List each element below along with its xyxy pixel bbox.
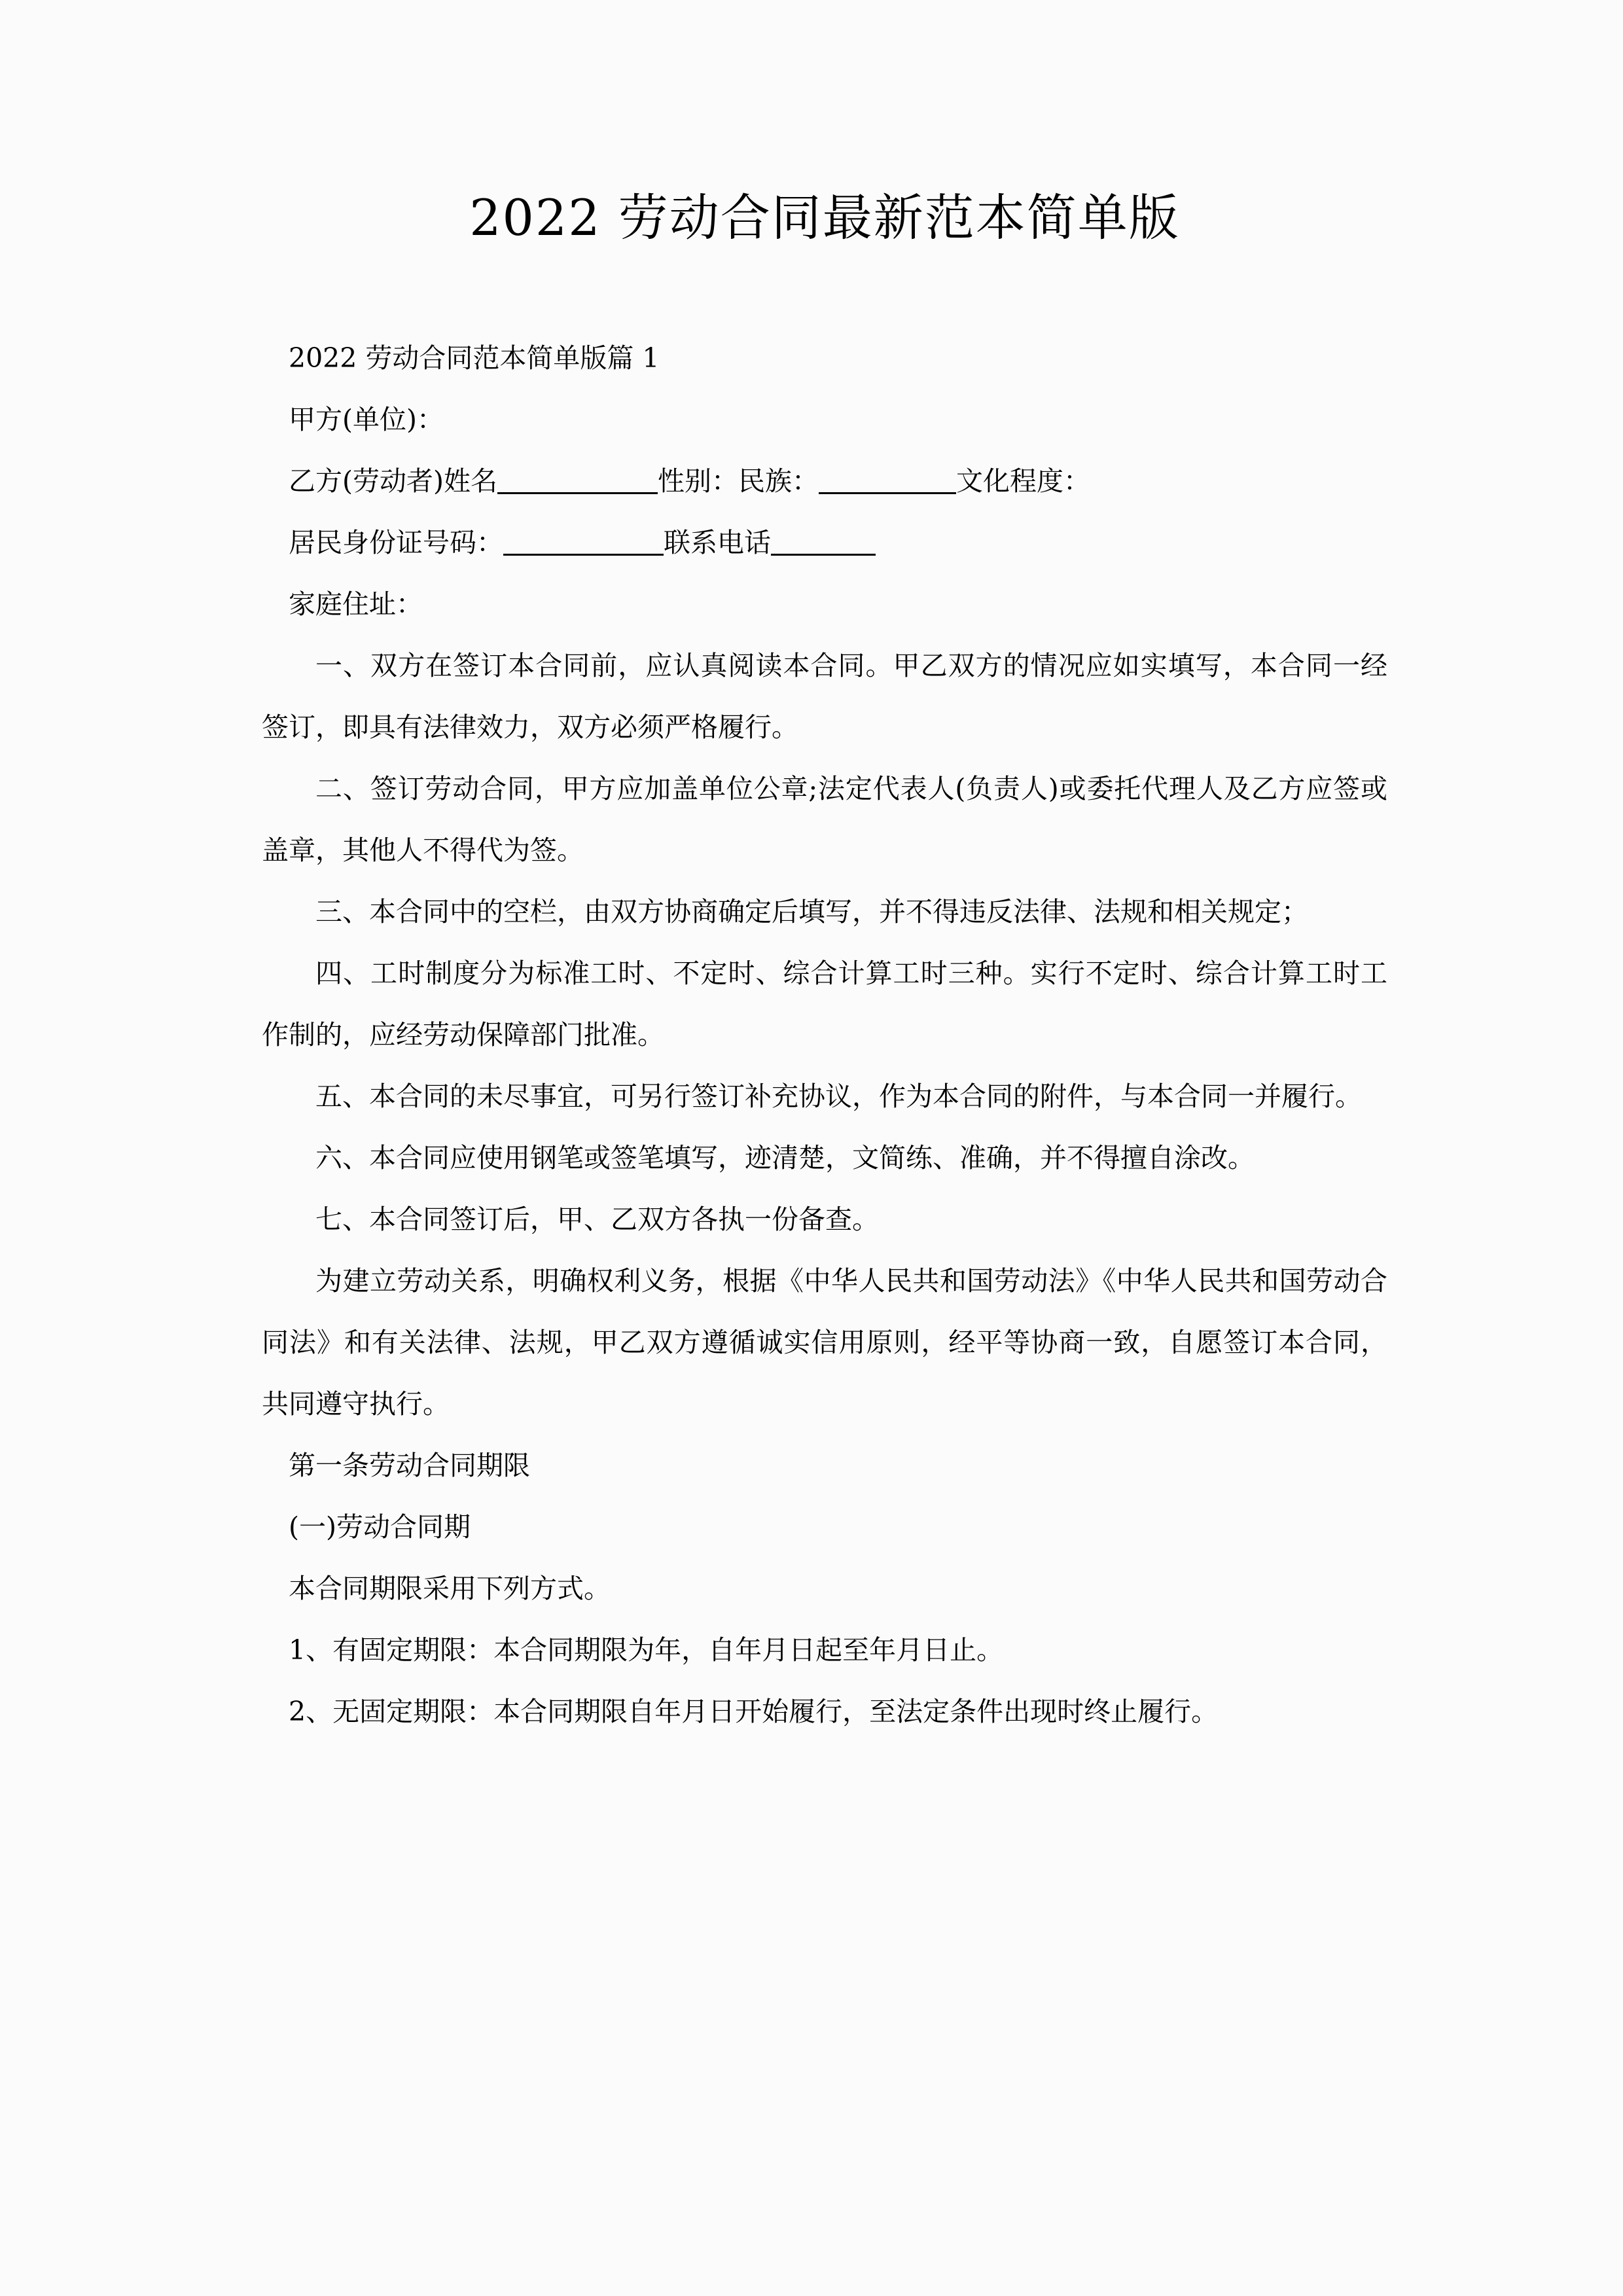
note-item-5: 五、本合同的未尽事宜，可另行签订补充协议，作为本合同的附件，与本合同一并履行。: [315, 1081, 1362, 1112]
note-item-4: 四、工时制度分为标准工时、不定时、综合计算工时三种。实行不定时、综合计算工时工作制的，应经劳动保障部门批准。: [262, 958, 1387, 1050]
party-b-line: [262, 450, 1387, 512]
article-one-item-1: 1、有固定期限：本合同期限为年，自年月日起至年月日止。: [289, 1634, 1004, 1666]
note-item-7: 七、本合同签订后，甲、乙双方各执一份备查。: [315, 1204, 879, 1235]
party-b-ethnicity-label: 民族：: [738, 465, 819, 497]
document-body: [262, 327, 1387, 1742]
party-a-label: 甲方(单位)：: [289, 404, 444, 435]
note-item-1: 一、双方在签订本合同前，应认真阅读本合同。甲乙双方的情况应如实填写，本合同一经签订，即具有法律效力，双方必须严格履行。: [262, 650, 1387, 743]
party-b-ethnicity-blank[interactable]: [819, 492, 956, 494]
party-b-education-label: 文化程度：: [956, 465, 1090, 497]
party-b-name-label: 乙方(劳动者)姓名: [289, 465, 497, 497]
note-item-6: 六、本合同应使用钢笔或签笔填写，迹清楚，文简练、准确，并不得擅自涂改。: [315, 1142, 1255, 1174]
note-item-2: 二、签订劳动合同，甲方应加盖单位公章;法定代表人(负责人)或委托代理人及乙方应签或盖章，其他人不得代为签。: [262, 773, 1387, 866]
article-one-subheading: (一)劳动合同期: [289, 1511, 471, 1543]
page-title: 2022 劳动合同最新范本简单版: [469, 188, 1180, 247]
phone-label: 联系电话: [664, 527, 771, 558]
document-subtitle: 2022 劳动合同范本简单版篇 1: [289, 342, 660, 374]
article-one-heading: 第一条劳动合同期限: [289, 1450, 530, 1481]
party-b-name-blank[interactable]: [497, 492, 658, 494]
preamble-paragraph: 为建立劳动关系，明确权利义务，根据《中华人民共和国劳动法》《中华人民共和国劳动合同法》和有关法律、法规，甲乙双方遵循诚实信用原则，经平等协商一致，自愿签订本合同，共同遵守执行。: [262, 1265, 1387, 1420]
article-one-item-2: 2、无固定期限：本合同期限自年月日开始履行，至法定条件出现时终止履行。: [289, 1696, 1219, 1727]
id-number-label: 居民身份证号码：: [289, 527, 503, 558]
id-phone-line: [262, 512, 1387, 573]
note-item-3: 三、本合同中的空栏，由双方协商确定后填写，并不得违反法律、法规和相关规定；: [315, 896, 1308, 927]
home-address-label: 家庭住址：: [289, 588, 423, 620]
document-content: [262, 0, 1387, 1742]
article-one-intro: 本合同期限采用下列方式。: [289, 1573, 611, 1604]
id-number-blank[interactable]: [503, 554, 664, 556]
party-b-gender-label: 性别：: [658, 465, 738, 497]
phone-blank[interactable]: [771, 554, 876, 556]
